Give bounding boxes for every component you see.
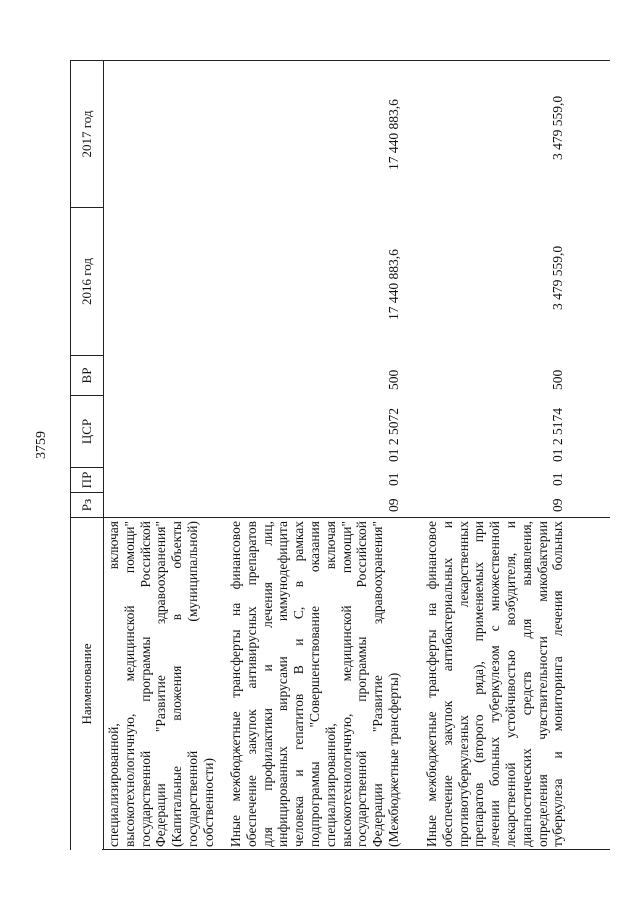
name-line: лечении больных туберкулезом с множественной (487, 521, 503, 847)
header-2017: 2017 год (71, 60, 103, 208)
name-line: специализированной, включая (106, 521, 121, 847)
name-line: обеспечение закупок антибактериальных и (439, 521, 455, 847)
name-line: для профилактики и лечения лиц, (259, 521, 275, 847)
budget-table (70, 60, 610, 850)
body-border-name (102, 517, 610, 518)
name-line: противотуберкулезных лекарственных (455, 521, 471, 847)
header-name: Наименование (79, 643, 94, 725)
cell-2017: 17 440 883,6 (386, 99, 401, 170)
cell-vr: 500 (386, 369, 401, 390)
name-line: инфицированных вирусами иммунодефицита (275, 521, 291, 847)
name-line: высокотехнологичную, медицинской помощи" (338, 521, 354, 847)
name-line: (Капитальные вложения в объекты (169, 521, 185, 847)
table-header (70, 60, 104, 850)
cell-rz: 09 (386, 498, 401, 512)
name-line: специализированной, включая (322, 521, 338, 847)
name-line: диагностических средств для выявления, (518, 521, 534, 847)
name-line: лекарственной устойчивостью возбудителя, и (502, 521, 518, 847)
name-line: препаратов (второго ряда), применяемых при (471, 521, 487, 847)
header-csr: ЦСР (71, 396, 103, 468)
body-border-left (102, 849, 610, 850)
name-line: определения чувствительности микобактерии (534, 521, 550, 847)
row-name (228, 521, 402, 847)
cell-pr: 01 (550, 472, 565, 486)
cell-vr: 500 (550, 369, 565, 390)
body-border-right (102, 60, 610, 61)
name-line: государственной программы Российской (137, 521, 153, 847)
header-vr: ВР (71, 356, 103, 396)
cell-csr: 01 2 5174 (550, 408, 565, 462)
name-line: Иные межбюджетные трансферты на финансовое (228, 521, 243, 847)
cell-2017: 3 479 559,0 (550, 95, 565, 160)
cell-pr: 01 (386, 472, 401, 486)
cell-2016: 17 440 883,6 (386, 249, 401, 320)
name-line: (Межбюджетные трансферты) (385, 672, 401, 847)
cell-rz: 09 (550, 498, 565, 512)
header-2016: 2016 год (71, 208, 103, 356)
cell-2016: 3 479 559,0 (550, 245, 565, 310)
page-number: 3759 (34, 431, 49, 459)
name-line: туберкулеза и мониторинга лечения больных (550, 521, 566, 847)
header-pr: ПР (71, 468, 103, 493)
name-line: собственности) (200, 758, 216, 847)
header-rz: Рз (71, 493, 103, 518)
name-line: человека и гепатитов B и C, в рамках (291, 521, 307, 847)
name-line: Иные межбюджетные трансферты на финансовое (424, 521, 439, 847)
row-name (106, 521, 217, 847)
row-name (424, 521, 566, 847)
name-line: обеспечение закупок антивирусных препаратов (243, 521, 259, 847)
name-line: Федерации "Развитие здравоохранения" (153, 521, 169, 847)
name-line: высокотехнологичную, медицинской помощи" (121, 521, 137, 847)
name-line: подпрограммы "Совершенствование оказания (306, 521, 322, 847)
name-line: Федерации "Развитие здравоохранения" (370, 521, 386, 847)
rotated-page (70, 60, 610, 850)
name-line: государственной программы Российской (354, 521, 370, 847)
cell-csr: 01 2 5072 (386, 408, 401, 462)
name-line: государственной (муниципальной) (184, 521, 200, 847)
